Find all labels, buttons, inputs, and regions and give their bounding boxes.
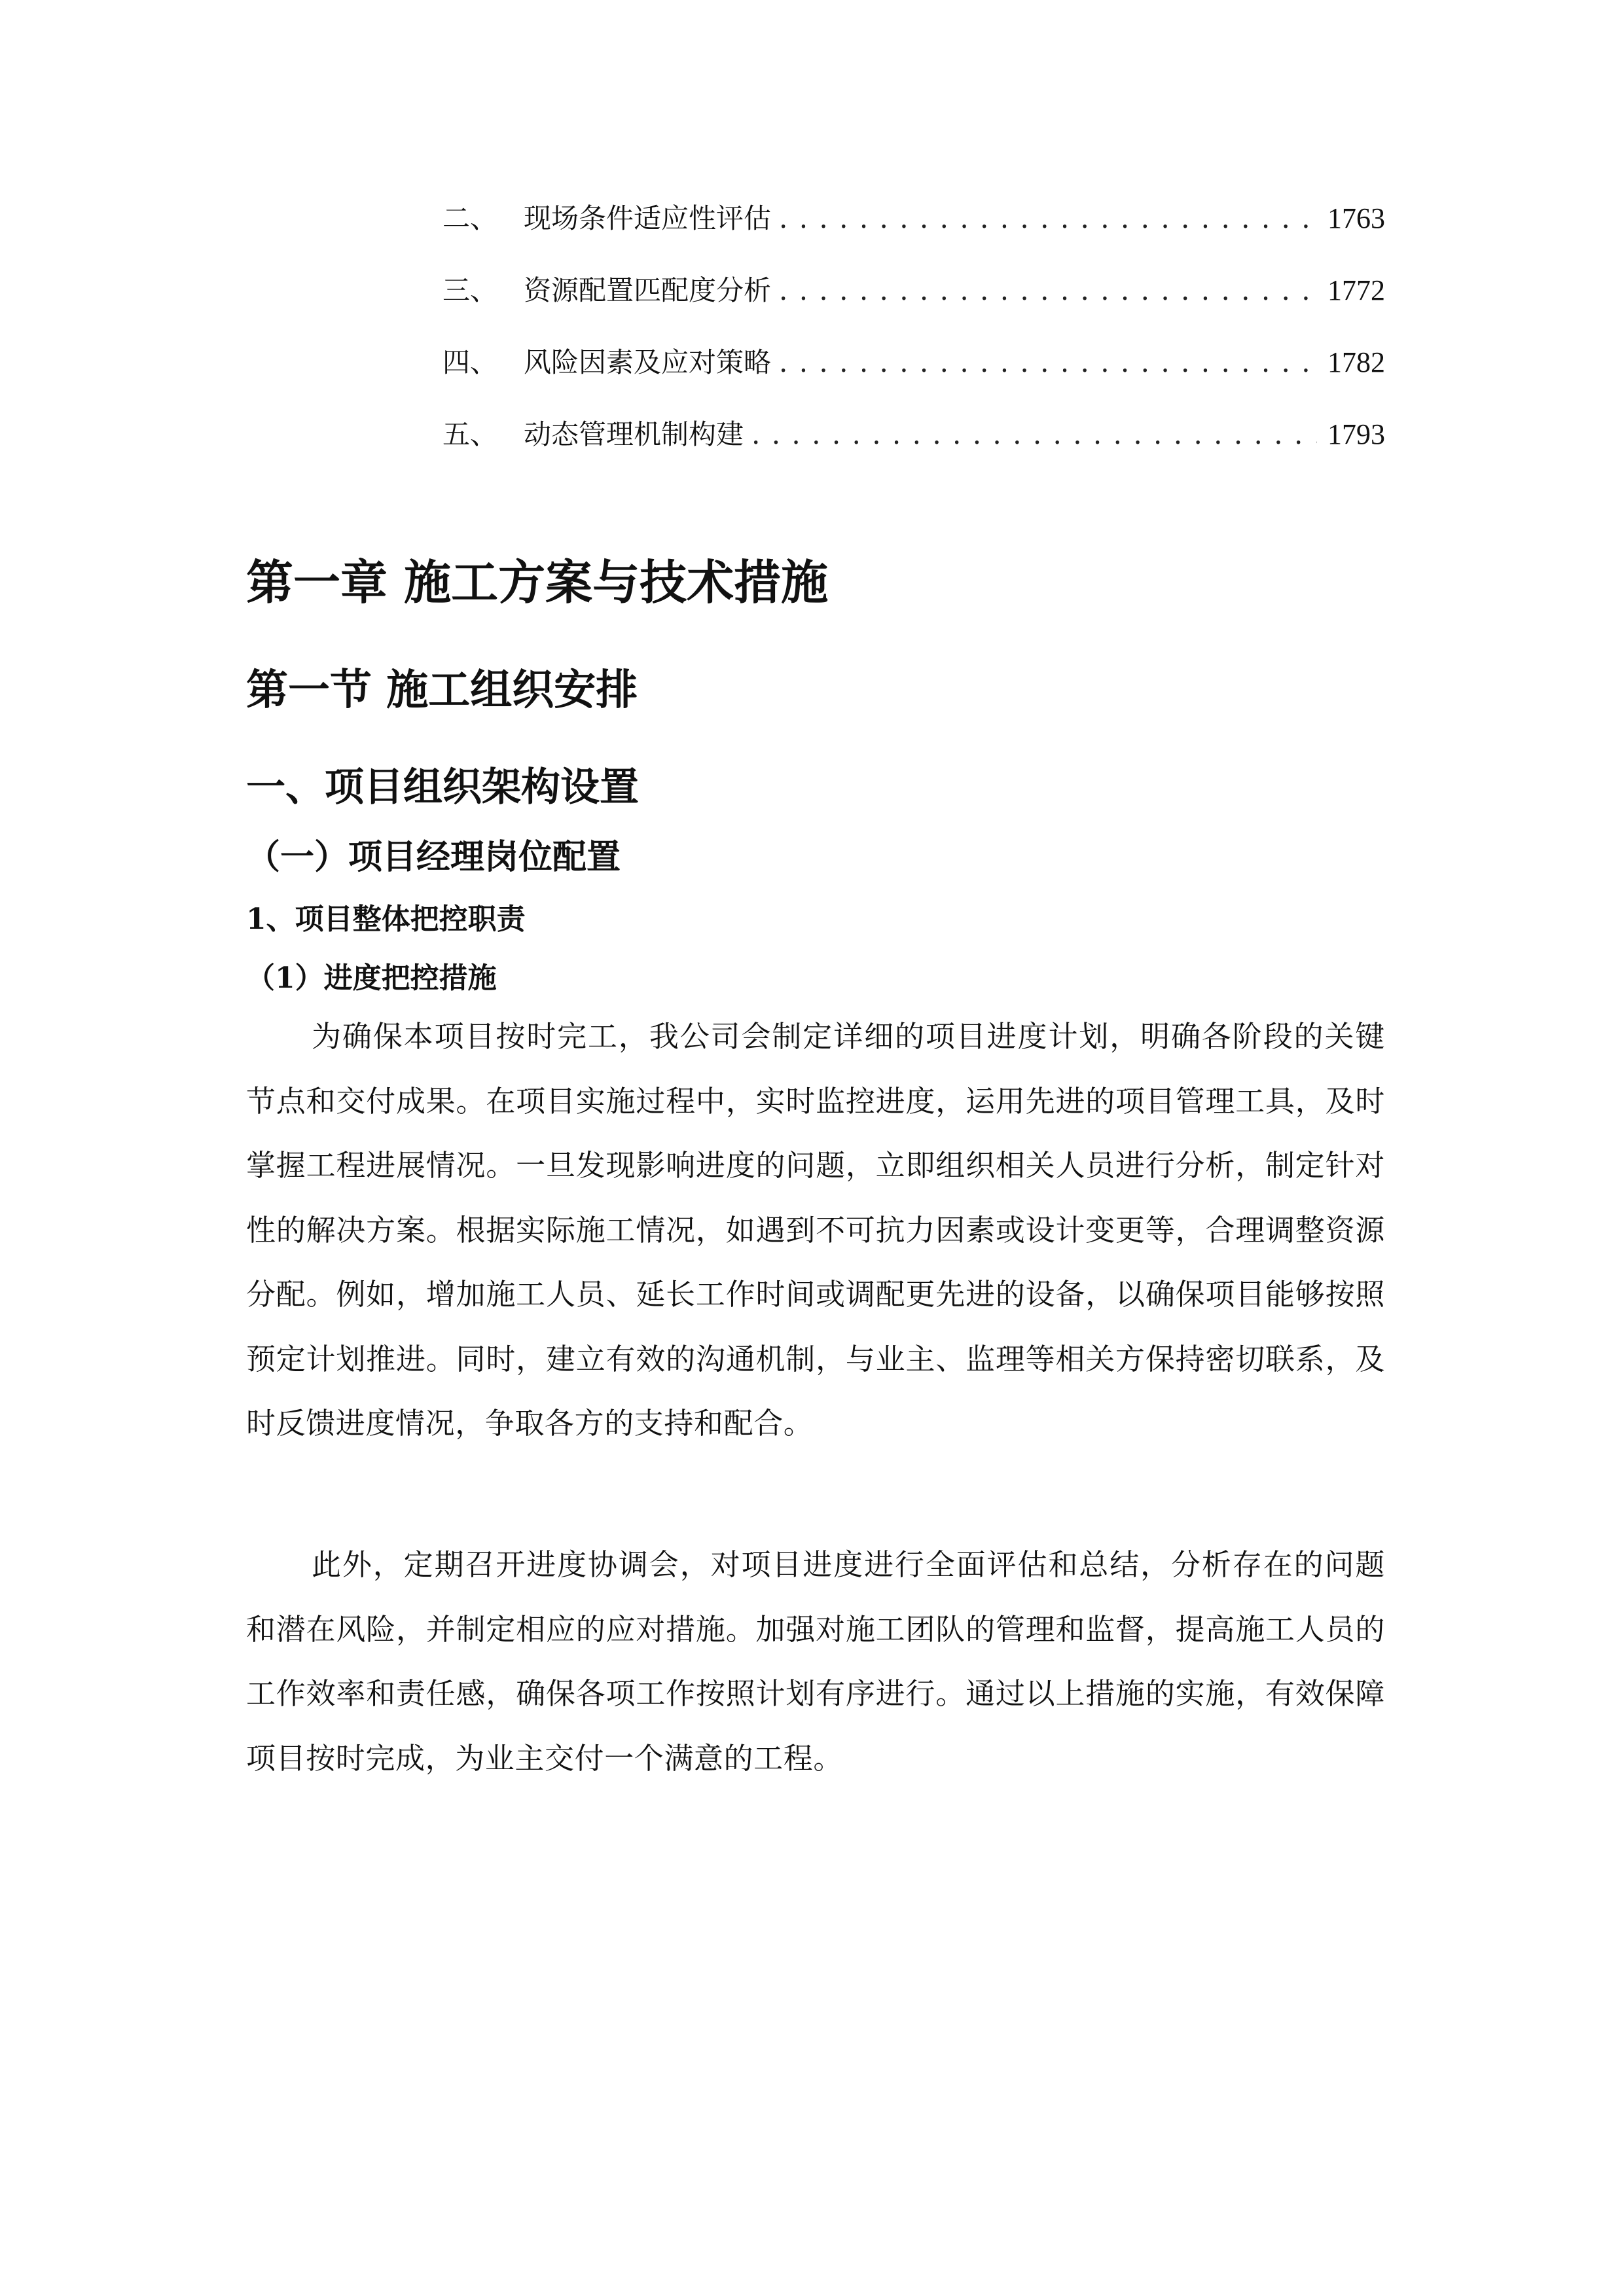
subheading-level-4: （1）进度把控措施 bbox=[246, 961, 497, 995]
toc-entry-number: 五、 bbox=[442, 418, 498, 450]
body-paragraph: 此外，定期召开进度协调会，对项目进度进行全面评估和总结，分析存在的问题和潜在风险，并制定相应的应对措施。加强对施工团队的管理和监督，提高施工人员的工作效率和责任感，确保各项工作按照计划有序进行。通过以上措施的实施，有效保障项目按时完成，为业主交付一个满意的工程。 bbox=[246, 1547, 1385, 1776]
toc-entry[interactable] bbox=[442, 407, 1385, 479]
toc-entry-page: 1772 bbox=[1327, 274, 1385, 306]
subheading-level-1: 一、项目组织架构设置 bbox=[246, 764, 639, 810]
toc-entry-page: 1793 bbox=[1327, 418, 1385, 450]
toc-dot-leader bbox=[779, 335, 1317, 390]
chapter-title: 第一章 施工方案与技术措施 bbox=[246, 555, 829, 610]
toc-entry-page: 1763 bbox=[1327, 202, 1385, 234]
table-of-contents bbox=[442, 191, 1385, 479]
toc-entry[interactable] bbox=[442, 263, 1385, 335]
toc-entry-title: 现场条件适应性评估 bbox=[524, 202, 772, 234]
toc-entry-number: 四、 bbox=[442, 346, 498, 378]
subheading-level-2: （一）项目经理岗位配置 bbox=[246, 837, 621, 877]
section-title: 第一节 施工组织安排 bbox=[246, 666, 638, 715]
toc-entry-page: 1782 bbox=[1327, 346, 1385, 378]
toc-dot-leader bbox=[779, 263, 1317, 318]
toc-entry-number: 二、 bbox=[442, 202, 498, 234]
toc-entry-number: 三、 bbox=[442, 274, 498, 306]
subheading-level-3: 1、项目整体把控职责 bbox=[246, 903, 526, 936]
toc-entry-title: 资源配置匹配度分析 bbox=[524, 274, 772, 306]
toc-entry[interactable] bbox=[442, 335, 1385, 407]
toc-entry-title: 动态管理机制构建 bbox=[524, 418, 744, 450]
toc-dot-leader bbox=[751, 407, 1317, 462]
toc-dot-leader bbox=[779, 191, 1317, 246]
toc-entry-title: 风险因素及应对策略 bbox=[524, 346, 772, 378]
body-paragraph: 为确保本项目按时完工，我公司会制定详细的项目进度计划，明确各阶段的关键节点和交付成果。在项目实施过程中，实时监控进度，运用先进的项目管理工具，及时掌握工程进展情况。一旦发现影响进度的问题，立即组织相关人员进行分析，制定针对性的解决方案。根据实际施工情况，如遇到不可抗力因素或设计变更等，合理调整资源分配。例如，增加施工人员、延长工作时间或调配更先进的设备，以确保项目能够按照预定计划推进。同时，建立有效的沟通机制，与业主、监理等相关方保持密切联系，及时反馈进度情况，争取各方的支持和配合。 bbox=[246, 1019, 1385, 1441]
toc-entry[interactable] bbox=[442, 191, 1385, 263]
